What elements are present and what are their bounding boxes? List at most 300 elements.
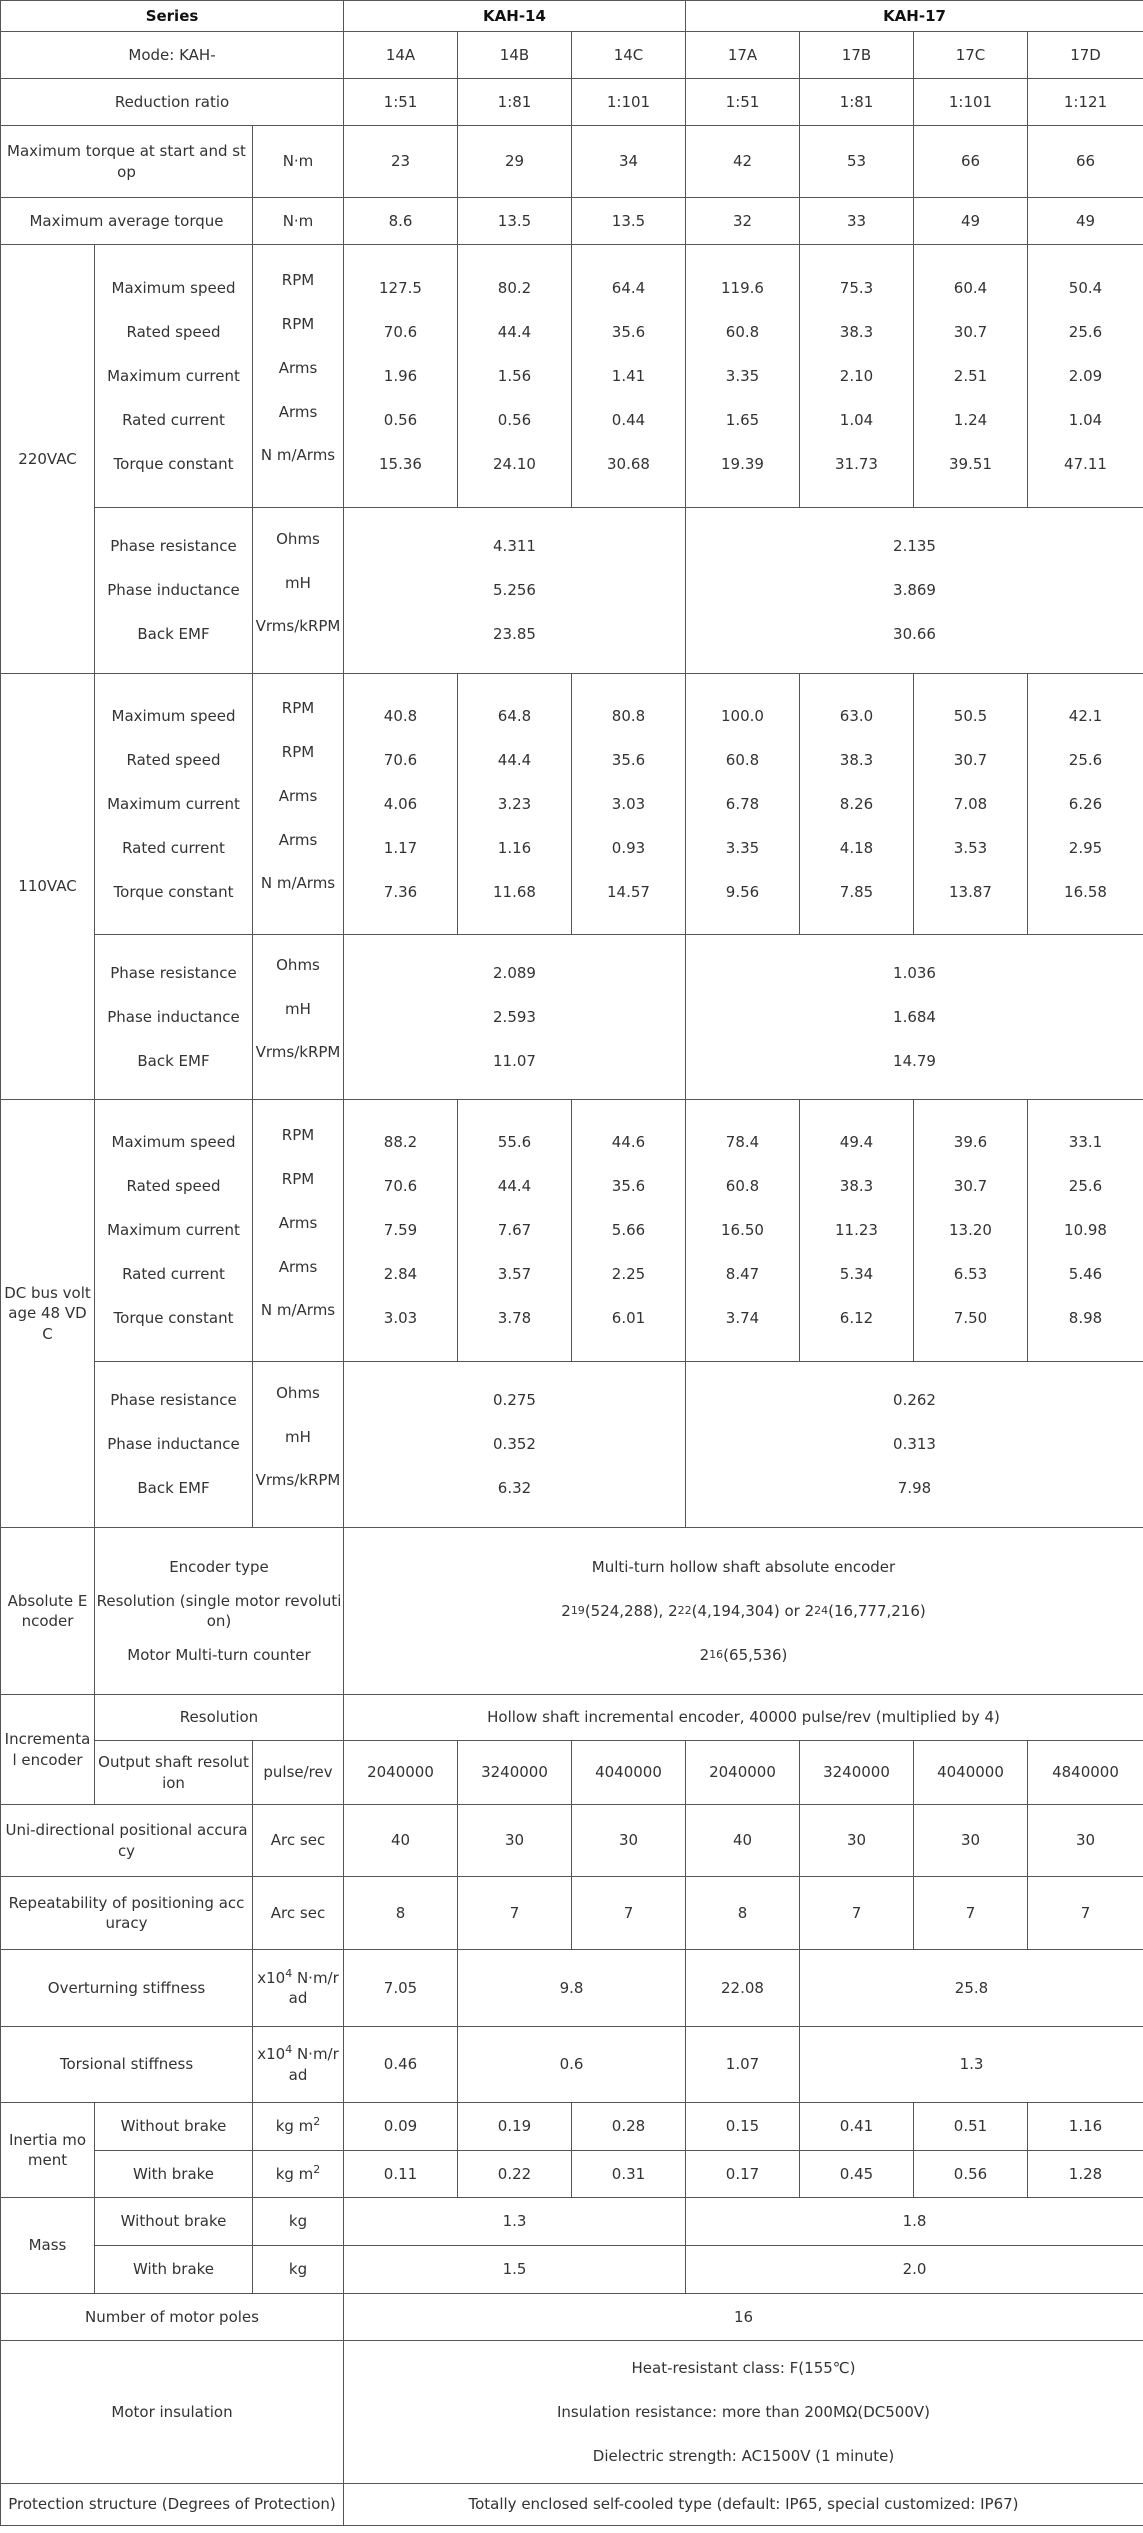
v220-label: 220VAC — [1, 245, 95, 674]
kah14-phase-inductance: 5.256 — [493, 581, 536, 600]
value-cell: 64.4 — [611, 278, 646, 297]
value-cell: 29 — [458, 126, 572, 198]
with-brake-label: With brake — [95, 2246, 253, 2294]
value-cell: 30 — [800, 1805, 914, 1877]
value-cell: 44.4 — [497, 750, 532, 769]
value-cell: 0.22 — [458, 2151, 572, 2198]
unit-cell: Arc sec — [253, 1877, 344, 1950]
value-cell: 5.46 — [1068, 1265, 1103, 1284]
inertia-with-row — [1, 2151, 1143, 2198]
unit-mh: mH — [285, 573, 311, 592]
value-cell: 1.07 — [686, 2027, 800, 2103]
unit-cell: kg $m^2$ — [253, 2103, 344, 2151]
kah14-phase-resistance: 2.089 — [493, 963, 536, 982]
value-cell: 7 — [800, 1877, 914, 1950]
value-cell: 1.04 — [839, 410, 874, 429]
unit-cell: kg — [253, 2246, 344, 2294]
kah17-mass-without: 1.8 — [686, 2198, 1143, 2246]
value-cell: 3.57 — [497, 1265, 532, 1284]
value-cell: 8.98 — [1068, 1309, 1103, 1328]
value-cell: 3240000 — [800, 1741, 914, 1805]
value-cell: 2040000 — [344, 1741, 458, 1805]
value-cell: 0.6 — [458, 2027, 686, 2103]
value-cell: 13.87 — [949, 882, 992, 901]
max-current-label: Maximum current — [107, 1221, 240, 1240]
value-cell: 0.11 — [344, 2151, 458, 2198]
value-cell: 32 — [686, 198, 800, 245]
phase-resistance-label: Phase resistance — [110, 963, 237, 982]
value-cell: 8.26 — [839, 794, 874, 813]
value-cell: 1.56 — [497, 366, 532, 385]
kah14-mass-without: 1.3 — [344, 2198, 686, 2246]
value-cell: 7.05 — [344, 1950, 458, 2027]
value-cell: 47.11 — [1064, 454, 1107, 473]
unit-rpm: RPM — [281, 271, 315, 289]
unit-cell: pulse/rev — [253, 1741, 344, 1805]
mode-row — [1, 32, 1143, 79]
value-cell: 13.20 — [949, 1221, 992, 1240]
value-cell: 39.6 — [953, 1133, 988, 1152]
value-cell: 55.6 — [497, 1133, 532, 1152]
value-cell: 3.03 — [383, 1309, 418, 1328]
max-speed-label: Maximum speed — [111, 278, 236, 297]
without-brake-label: Without brake — [95, 2198, 253, 2246]
unit-nm-arms: N m/Arms — [260, 874, 336, 892]
max-speed-label: Maximum speed — [111, 1133, 236, 1152]
kah14-back-emf: 23.85 — [493, 625, 536, 644]
phase-resistance-label: Phase resistance — [110, 537, 237, 556]
value-cell: 3.74 — [725, 1309, 760, 1328]
value-cell: 1.04 — [1068, 410, 1103, 429]
value-cell: 3.03 — [611, 794, 646, 813]
value-cell: 25.6 — [1068, 750, 1103, 769]
value-cell: 0.09 — [344, 2103, 458, 2151]
value-cell: 19.39 — [721, 454, 764, 473]
value-cell: 30.7 — [953, 750, 988, 769]
value-cell: 0.56 — [914, 2151, 1028, 2198]
value-cell: 1.28 — [1028, 2151, 1143, 2198]
unit-arms: Arms — [278, 1213, 318, 1232]
value-cell: 66 — [1028, 126, 1143, 198]
multiturn-counter-label: Motor Multi-turn counter — [127, 1645, 311, 1664]
value-cell: 3240000 — [458, 1741, 572, 1805]
value-cell: 33.1 — [1068, 1133, 1103, 1152]
value-cell: 7.50 — [953, 1309, 988, 1328]
motor-poles-label: Number of motor poles — [1, 2294, 344, 2341]
avg-torque-row — [1, 198, 1143, 245]
value-cell: 35.6 — [611, 322, 646, 341]
value-cell: 0.44 — [611, 410, 646, 429]
value-cell: 44.4 — [497, 1177, 532, 1196]
value-cell: 53 — [800, 126, 914, 198]
value-cell: 7.85 — [839, 882, 874, 901]
model-cell: 14C — [572, 32, 686, 79]
series-header: Series — [1, 1, 344, 32]
unit-vrms: Vrms/kRPM — [255, 1470, 341, 1489]
value-cell: 1.41 — [611, 366, 646, 385]
model-cell: 14B — [458, 32, 572, 79]
kah14-phase-inductance: 2.593 — [493, 1007, 536, 1026]
model-cell: 17D — [1028, 32, 1143, 79]
rated-current-label: Rated current — [122, 1265, 225, 1284]
unit-nm-arms: N m/Arms — [260, 1300, 336, 1319]
unit-rpm: RPM — [281, 315, 315, 333]
value-cell: 0.93 — [611, 838, 646, 857]
value-cell: 25.6 — [1068, 1177, 1103, 1196]
repeatability-row — [1, 1877, 1143, 1950]
absolute-encoder-block — [1, 1528, 1143, 1695]
value-cell: 80.2 — [497, 278, 532, 297]
value-cell: 13.5 — [572, 198, 686, 245]
back-emf-label: Back EMF — [137, 1479, 210, 1498]
phase-resistance-label: Phase resistance — [110, 1391, 237, 1410]
model-cell: 17C — [914, 32, 1028, 79]
kah14-phase-inductance: 0.352 — [493, 1435, 536, 1454]
rated-current-label: Rated current — [122, 838, 225, 857]
value-cell: 39.51 — [949, 454, 992, 473]
value-cell: 7 — [458, 1877, 572, 1950]
encoder-type-value: Multi-turn hollow shaft absolute encoder — [591, 1557, 896, 1576]
value-cell: 10.98 — [1064, 1221, 1107, 1240]
value-cell: 2.09 — [1068, 366, 1103, 385]
value-cell: 3.78 — [497, 1309, 532, 1328]
value-cell: 3.53 — [953, 838, 988, 857]
back-emf-label: Back EMF — [137, 1051, 210, 1070]
reduction-ratio-row — [1, 79, 1143, 126]
value-cell: 4040000 — [572, 1741, 686, 1805]
value-cell: 4040000 — [914, 1741, 1028, 1805]
with-brake-label: With brake — [95, 2151, 253, 2198]
value-cell: 40 — [686, 1805, 800, 1877]
phase-inductance-label: Phase inductance — [107, 581, 240, 600]
max-current-label: Maximum current — [107, 794, 240, 813]
torque-constant-label: Torque constant — [113, 1309, 234, 1328]
motor-insulation-row — [1, 2341, 1143, 2484]
dielectric-strength: Dielectric strength: AC1500V (1 minute) — [592, 2446, 895, 2465]
value-cell: 35.6 — [611, 1177, 646, 1196]
output-shaft-resolution-label: Output shaft resolution — [95, 1741, 253, 1805]
encoder-type-label: Encoder type — [169, 1557, 269, 1576]
value-cell: 49 — [1028, 198, 1143, 245]
incremental-resolution-label: Resolution — [95, 1695, 344, 1741]
value-cell: 15.36 — [379, 454, 422, 473]
value-cell: 0.15 — [686, 2103, 800, 2151]
value-cell: 50.5 — [953, 706, 988, 725]
kah17-phase-inductance: 1.684 — [893, 1007, 936, 1026]
motor-poles-value: 16 — [344, 2294, 1143, 2341]
repeatability-label: Repeatability of positioning accuracy — [1, 1877, 253, 1950]
value-cell: 38.3 — [839, 322, 874, 341]
max-speed-label: Maximum speed — [111, 706, 236, 725]
kah14-phase-resistance: 4.311 — [493, 537, 536, 556]
unit-arms: Arms — [278, 1257, 318, 1276]
value-cell: 0.31 — [572, 2151, 686, 2198]
value-cell: 0.17 — [686, 2151, 800, 2198]
value-cell: 16.50 — [721, 1221, 764, 1240]
value-cell: 1.16 — [1028, 2103, 1143, 2151]
rated-speed-label: Rated speed — [126, 322, 221, 341]
value-cell: 40 — [344, 1805, 458, 1877]
kah14-mass-with: 1.5 — [344, 2246, 686, 2294]
uni-accuracy-row — [1, 1805, 1143, 1877]
kah14-back-emf: 6.32 — [497, 1479, 532, 1498]
value-cell: 31.73 — [835, 454, 878, 473]
mass-without-row — [1, 2198, 1143, 2246]
rated-speed-label: Rated speed — [126, 1177, 221, 1196]
model-cell: 17A — [686, 32, 800, 79]
model-cell: 17B — [800, 32, 914, 79]
value-cell: 70.6 — [383, 750, 418, 769]
value-cell: 44.6 — [611, 1133, 646, 1152]
kah14-header: KAH-14 — [344, 1, 686, 32]
value-cell: 8.47 — [725, 1265, 760, 1284]
kah17-back-emf: 30.66 — [893, 625, 936, 644]
torque-constant-label: Torque constant — [113, 882, 234, 901]
value-cell: 25.8 — [800, 1950, 1143, 2027]
value-cell: 0.19 — [458, 2103, 572, 2151]
dc48-label: DC bus voltage 48 VDC — [1, 1100, 95, 1528]
kah17-back-emf: 14.79 — [893, 1051, 936, 1070]
value-cell: 34 — [572, 126, 686, 198]
value-cell: 0.41 — [800, 2103, 914, 2151]
protection-label: Protection structure (Degrees of Protection) — [1, 2484, 344, 2526]
model-cell: 14A — [344, 32, 458, 79]
torsional-stiffness-label: Torsional stiffness — [1, 2027, 253, 2103]
value-cell: 70.6 — [383, 322, 418, 341]
kah17-phase-inductance: 0.313 — [893, 1435, 936, 1454]
protection-value: Totally enclosed self-cooled type (default: IP65, special customized: IP67) — [344, 2484, 1143, 2526]
value-cell: 0.28 — [572, 2103, 686, 2151]
kah17-phase-resistance: 0.262 — [893, 1391, 936, 1410]
uni-accuracy-label: Uni-directional positional accuracy — [1, 1805, 253, 1877]
overturning-stiffness-label: Overturning stiffness — [1, 1950, 253, 2027]
kah17-back-emf: 7.98 — [897, 1479, 932, 1498]
value-cell: 42 — [686, 126, 800, 198]
incremental-encoder-label: Incremental encoder — [1, 1695, 95, 1805]
encoder-resolution-value: 2 19 (524,288), 2 22 (4,194,304) or 2 24 (16,777,216) — [561, 1601, 926, 1620]
value-cell: 2.10 — [839, 366, 874, 385]
value-cell: 4.06 — [383, 794, 418, 813]
output-shaft-resolution-row — [1, 1741, 1143, 1805]
value-cell: 3.35 — [725, 838, 760, 857]
value-cell: 60.8 — [725, 322, 760, 341]
value-cell: 44.4 — [497, 322, 532, 341]
value-cell: 1.24 — [953, 410, 988, 429]
value-cell: 7.67 — [497, 1221, 532, 1240]
value-cell: 78.4 — [725, 1133, 760, 1152]
value-cell: 60.4 — [953, 278, 988, 297]
unit-ohms: Ohms — [276, 956, 320, 974]
value-cell: 2040000 — [686, 1741, 800, 1805]
ratio-cell: 1:121 — [1028, 79, 1143, 126]
value-cell: 40.8 — [383, 706, 418, 725]
kah17-phase-inductance: 3.869 — [893, 581, 936, 600]
phase-inductance-label: Phase inductance — [107, 1007, 240, 1026]
unit-cell: Arc sec — [253, 1805, 344, 1877]
value-cell: 119.6 — [721, 278, 764, 297]
value-cell: 6.01 — [611, 1309, 646, 1328]
value-cell: 6.78 — [725, 794, 760, 813]
value-cell: 66 — [914, 126, 1028, 198]
value-cell: 100.0 — [721, 706, 764, 725]
kah17-phase-resistance: 2.135 — [893, 537, 936, 556]
value-cell: 2.84 — [383, 1265, 418, 1284]
insulation-resistance: Insulation resistance: more than 200MΩ(DC500V) — [557, 2402, 930, 2421]
value-cell: 2.25 — [611, 1265, 646, 1284]
value-cell: 7 — [1028, 1877, 1143, 1950]
value-cell: 7 — [914, 1877, 1028, 1950]
value-cell: 3.35 — [725, 366, 760, 385]
unit-rpm: RPM — [281, 699, 315, 717]
ratio-cell: 1:101 — [914, 79, 1028, 126]
dc48-electrical-block — [1, 1362, 1143, 1528]
reduction-ratio-label: Reduction ratio — [1, 79, 344, 126]
heat-resistant-class: Heat-resistant class: F(155℃) — [631, 2358, 856, 2377]
value-cell: 0.46 — [344, 2027, 458, 2103]
mode-label: Mode: KAH- — [1, 32, 344, 79]
kah14-back-emf: 11.07 — [493, 1051, 536, 1070]
value-cell: 30 — [458, 1805, 572, 1877]
value-cell: 88.2 — [383, 1133, 418, 1152]
value-cell: 25.6 — [1068, 322, 1103, 341]
mass-label: Mass — [1, 2198, 95, 2294]
value-cell: 80.8 — [611, 706, 646, 725]
rated-speed-label: Rated speed — [126, 750, 221, 769]
value-cell: 60.8 — [725, 750, 760, 769]
v220-speed-block — [1, 245, 1143, 508]
value-cell: 30.68 — [607, 454, 650, 473]
header-row — [1, 1, 1143, 32]
incremental-resolution-value: Hollow shaft incremental encoder, 40000 pulse/rev (multiplied by 4) — [344, 1695, 1143, 1741]
unit-arms: Arms — [278, 831, 318, 849]
dc48-speed-block — [1, 1100, 1143, 1362]
without-brake-label: Without brake — [95, 2103, 253, 2151]
value-cell: 35.6 — [611, 750, 646, 769]
value-cell: 0.45 — [800, 2151, 914, 2198]
kah17-mass-with: 2.0 — [686, 2246, 1143, 2294]
protection-row — [1, 2484, 1143, 2526]
value-cell: 30 — [572, 1805, 686, 1877]
value-cell: 14.57 — [607, 882, 650, 901]
value-cell: 38.3 — [839, 750, 874, 769]
value-cell: 24.10 — [493, 454, 536, 473]
unit-cell: N·m — [253, 126, 344, 198]
unit-vrms: Vrms/kRPM — [255, 1043, 341, 1061]
unit-cell: N·m — [253, 198, 344, 245]
incremental-resolution-row — [1, 1695, 1143, 1741]
max-torque-row — [1, 126, 1143, 198]
value-cell: 7.59 — [383, 1221, 418, 1240]
ratio-cell: 1:51 — [686, 79, 800, 126]
value-cell: 8 — [686, 1877, 800, 1950]
v110-electrical-block — [1, 935, 1143, 1100]
value-cell: 8 — [344, 1877, 458, 1950]
motor-poles-row — [1, 2294, 1143, 2341]
value-cell: 30.7 — [953, 322, 988, 341]
value-cell: 13.5 — [458, 198, 572, 245]
unit-ohms: Ohms — [276, 529, 320, 548]
value-cell: 63.0 — [839, 706, 874, 725]
unit-mh: mH — [285, 1427, 311, 1446]
value-cell: 6.26 — [1068, 794, 1103, 813]
kah17-phase-resistance: 1.036 — [893, 963, 936, 982]
value-cell: 42.1 — [1068, 706, 1103, 725]
value-cell: 1.3 — [800, 2027, 1143, 2103]
value-cell: 70.6 — [383, 1177, 418, 1196]
torque-constant-label: Torque constant — [113, 454, 234, 473]
unit-nm-arms: N m/Arms — [260, 446, 336, 464]
v220-electrical-block — [1, 508, 1143, 674]
unit-rpm: RPM — [281, 743, 315, 761]
value-cell: 23 — [344, 126, 458, 198]
unit-arms: Arms — [278, 403, 318, 421]
unit-cell: $x10^4$ N·m/rad — [253, 1950, 344, 2027]
max-current-label: Maximum current — [107, 366, 240, 385]
value-cell: 16.58 — [1064, 882, 1107, 901]
motor-insulation-label: Motor insulation — [1, 2341, 344, 2484]
value-cell: 1.96 — [383, 366, 418, 385]
unit-vrms: Vrms/kRPM — [255, 616, 341, 635]
unit-rpm: RPM — [281, 1169, 315, 1188]
unit-ohms: Ohms — [276, 1383, 320, 1402]
v110-speed-block — [1, 674, 1143, 935]
v110-label: 110VAC — [1, 674, 95, 1100]
encoder-resolution-label: Resolution (single motor revolution) — [96, 1591, 342, 1630]
unit-arms: Arms — [278, 359, 318, 377]
torsional-stiffness-row — [1, 2027, 1143, 2103]
phase-inductance-label: Phase inductance — [107, 1435, 240, 1454]
value-cell: 11.68 — [493, 882, 536, 901]
value-cell: 30 — [1028, 1805, 1143, 1877]
value-cell: 30.7 — [953, 1177, 988, 1196]
value-cell: 7 — [572, 1877, 686, 1950]
ratio-cell: 1:81 — [800, 79, 914, 126]
value-cell: 22.08 — [686, 1950, 800, 2027]
avg-torque-label: Maximum average torque — [1, 198, 253, 245]
kah17-header: KAH-17 — [686, 1, 1143, 32]
value-cell: 6.12 — [839, 1309, 874, 1328]
value-cell: 5.66 — [611, 1221, 646, 1240]
value-cell: 7.36 — [383, 882, 418, 901]
value-cell: 4840000 — [1028, 1741, 1143, 1805]
value-cell: 33 — [800, 198, 914, 245]
multiturn-counter-value: 2 16 (65,536) — [699, 1645, 788, 1664]
value-cell: 6.53 — [953, 1265, 988, 1284]
back-emf-label: Back EMF — [137, 625, 210, 644]
unit-arms: Arms — [278, 787, 318, 805]
value-cell: 30 — [914, 1805, 1028, 1877]
value-cell: 0.56 — [383, 410, 418, 429]
value-cell: 4.18 — [839, 838, 874, 857]
unit-mh: mH — [285, 1000, 311, 1018]
ratio-cell: 1:101 — [572, 79, 686, 126]
value-cell: 49 — [914, 198, 1028, 245]
value-cell: 9.8 — [458, 1950, 686, 2027]
value-cell: 0.56 — [497, 410, 532, 429]
value-cell: 60.8 — [725, 1177, 760, 1196]
value-cell: 0.51 — [914, 2103, 1028, 2151]
value-cell: 7.08 — [953, 794, 988, 813]
rated-current-label: Rated current — [122, 410, 225, 429]
absolute-encoder-label: Absolute Encoder — [1, 1528, 95, 1695]
value-cell: 127.5 — [379, 278, 422, 297]
value-cell: 49.4 — [839, 1133, 874, 1152]
ratio-cell: 1:51 — [344, 79, 458, 126]
value-cell: 8.6 — [344, 198, 458, 245]
mass-with-row — [1, 2246, 1143, 2294]
value-cell: 5.34 — [839, 1265, 874, 1284]
value-cell: 2.51 — [953, 366, 988, 385]
